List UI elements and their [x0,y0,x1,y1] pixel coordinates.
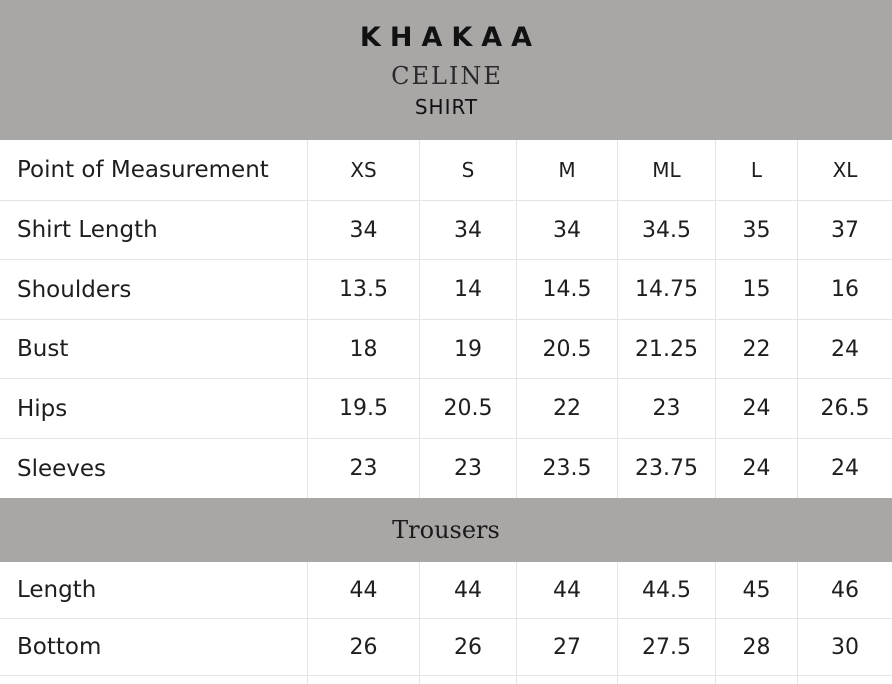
table-cell: 27 [516,619,617,675]
table-cell: 44 [419,562,516,618]
table-header-row [0,140,892,201]
table-cell: 45 [715,562,797,618]
table-cell: 24 [715,439,797,498]
table-cell-divider [419,676,516,684]
brand-logo: KHAKAA [359,22,542,53]
table-cell: 26 [307,619,419,675]
table-cell: 23 [419,439,516,498]
table-cell: 20.5 [419,379,516,438]
table-cell: 14.5 [516,260,617,319]
table-cell: 13.5 [307,260,419,319]
table-cell: 44.5 [617,562,715,618]
product-category: SHIRT [414,95,479,119]
table-cell: 26.5 [797,379,892,438]
table-cell: 16 [797,260,892,319]
table-cell: 23.5 [516,439,617,498]
table-cell: 30 [797,619,892,675]
table-row-shirt-length [0,201,892,260]
row-label: Sleeves [17,455,107,482]
table-cell: 34 [307,201,419,259]
table-cell: 24 [715,379,797,438]
table-row-partial [0,676,892,684]
table-cell: 34 [419,201,516,259]
table-row-hips [0,379,892,439]
row-label: Bust [17,336,69,362]
table-cell: 28 [715,619,797,675]
row-label: Shirt Length [17,217,158,243]
table-cell: 22 [715,320,797,378]
table-cell-divider [307,676,419,684]
row-label: Shoulders [17,276,132,303]
table-cell-divider [617,676,715,684]
table-cell: 14.75 [617,260,715,319]
table-cell: 34.5 [617,201,715,259]
column-header-s: S [419,140,516,200]
table-cell: 20.5 [516,320,617,378]
table-cell: 24 [797,439,892,498]
table-cell: 34 [516,201,617,259]
table-cell: 23.75 [617,439,715,498]
table-cell: 23 [617,379,715,438]
table-cell: 44 [307,562,419,618]
table-cell-divider [715,676,797,684]
table-cell: 22 [516,379,617,438]
table-cell: 24 [797,320,892,378]
column-header-ml: ML [617,140,715,200]
column-header-l: L [715,140,797,200]
table-row-sleeves [0,439,892,498]
column-header-xs: XS [307,140,419,200]
table-row-bust [0,320,892,379]
table-row-bottom [0,619,892,676]
table-cell: 19 [419,320,516,378]
table-cell-divider [797,676,892,684]
size-chart-header [0,0,892,140]
table-cell: 15 [715,260,797,319]
table-cell-divider [516,676,617,684]
row-label: Bottom [17,634,102,660]
table-row-length [0,562,892,619]
column-header-measurement: Point of Measurement [17,157,269,183]
table-cell: 18 [307,320,419,378]
table-cell: 35 [715,201,797,259]
table-cell: 23 [307,439,419,498]
table-cell: 44 [516,562,617,618]
table-cell: 19.5 [307,379,419,438]
section-title-trousers: Trousers [0,498,892,562]
table-cell: 37 [797,201,892,259]
table-cell: 14 [419,260,516,319]
row-label: Length [17,577,97,603]
table-row-shoulders [0,260,892,320]
column-header-m: M [516,140,617,200]
table-cell: 27.5 [617,619,715,675]
table-cell: 21.25 [617,320,715,378]
row-label: Hips [17,395,68,422]
product-name: CELINE [391,62,503,90]
table-cell: 26 [419,619,516,675]
table-cell: 46 [797,562,892,618]
column-header-xl: XL [797,140,892,200]
